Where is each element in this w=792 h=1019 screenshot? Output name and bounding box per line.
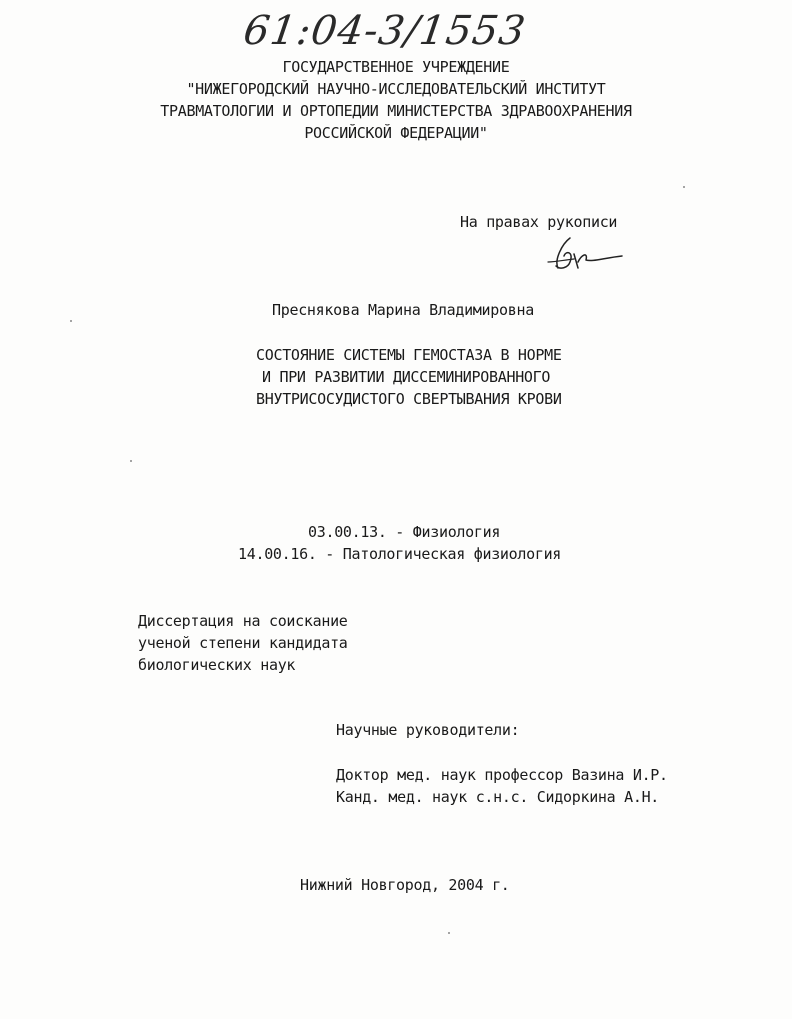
- scan-speck: [70, 320, 72, 322]
- supervisor-2: Канд. мед. наук с.н.с. Сидоркина А.Н.: [336, 788, 660, 806]
- title-line-1: СОСТОЯНИЕ СИСТЕМЫ ГЕМОСТАЗА В НОРМЕ: [256, 346, 562, 364]
- manuscript-rights: На правах рукописи: [460, 213, 618, 231]
- title-line-2: И ПРИ РАЗВИТИИ ДИССЕМИНИРОВАННОГО: [262, 368, 551, 386]
- specialty-line-2: 14.00.16. - Патологическая физиология: [238, 545, 562, 563]
- institution-line-2: "НИЖЕГОРОДСКИЙ НАУЧНО-ИССЛЕДОВАТЕЛЬСКИЙ ИНСТИТУТ: [186, 80, 606, 98]
- supervisors-heading: Научные руководители:: [336, 721, 520, 739]
- supervisor-1: Доктор мед. наук профессор Вазина И.Р.: [336, 766, 668, 784]
- institution-line-4: РОССИЙСКОЙ ФЕДЕРАЦИИ": [304, 124, 488, 142]
- scan-speck: [683, 186, 685, 188]
- institution-line-3: ТРАВМАТОЛОГИИ И ОРТОПЕДИИ МИНИСТЕРСТВА ЗДРАВООХРАНЕНИЯ: [160, 102, 632, 120]
- specialty-line-1: 03.00.13. - Физиология: [308, 523, 501, 541]
- signature: [544, 232, 628, 276]
- degree-line-2: ученой степени кандидата: [138, 634, 348, 652]
- city-year: Нижний Новгород, 2004 г.: [300, 876, 510, 894]
- degree-line-1: Диссертация на соискание: [138, 612, 348, 630]
- title-line-3: ВНУТРИСОСУДИСТОГО СВЕРТЫВАНИЯ КРОВИ: [256, 390, 562, 408]
- degree-line-3: биологических наук: [138, 656, 296, 674]
- scan-speck: [448, 932, 450, 934]
- scan-speck: [130, 460, 132, 462]
- institution-line-1: ГОСУДАРСТВЕННОЕ УЧРЕЖДЕНИЕ: [282, 58, 510, 76]
- archive-code: 61:04-3/1553: [240, 8, 529, 54]
- author-name: Преснякова Марина Владимировна: [272, 301, 534, 319]
